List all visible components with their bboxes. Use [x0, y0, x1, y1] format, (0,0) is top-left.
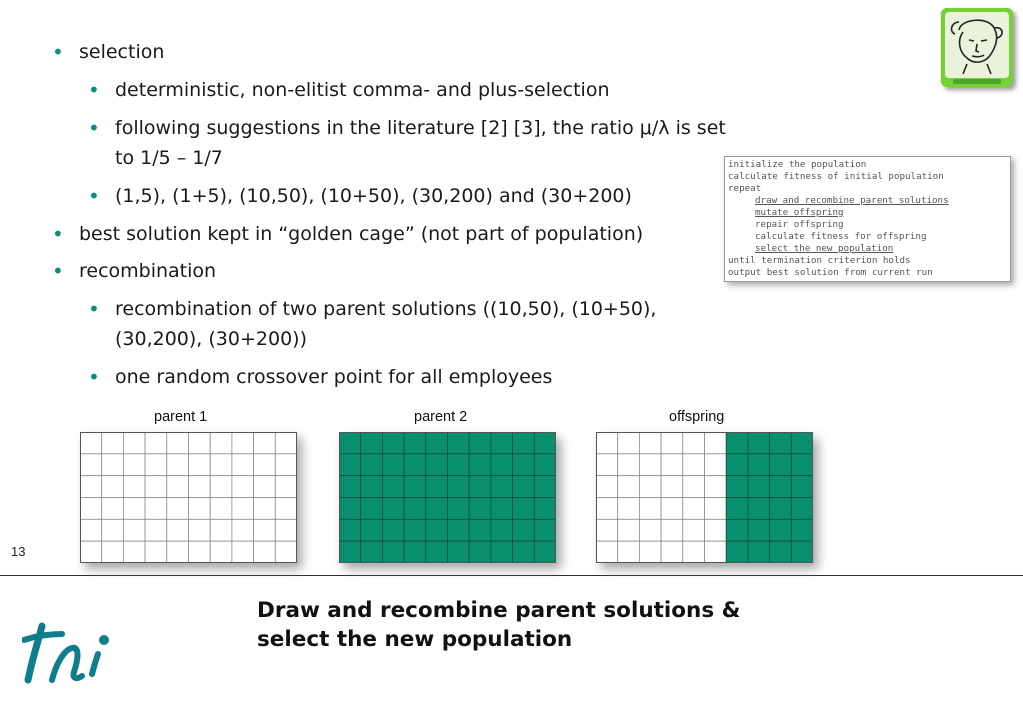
gene-cell [639, 432, 661, 454]
gene-cell [145, 498, 167, 520]
grid-label: parent 1 [154, 409, 208, 425]
gene-cell [448, 454, 470, 476]
gene-cell [145, 454, 167, 476]
gene-cell [254, 476, 276, 498]
gene-cell [232, 476, 254, 498]
gene-cell [596, 432, 618, 454]
gene-cell [339, 432, 361, 454]
gene-cell [513, 498, 535, 520]
bullet-dot-icon: • [88, 184, 100, 208]
gene-cell [534, 476, 556, 498]
gene-cell [639, 476, 661, 498]
gene-cell [210, 476, 232, 498]
gene-cell [167, 519, 189, 541]
pseudocode-line: repair offspring [755, 219, 844, 230]
gene-cell [382, 454, 404, 476]
gene-cell [232, 519, 254, 541]
bullet-dot-icon: • [88, 78, 100, 102]
gene-cell [534, 519, 556, 541]
gene-cell [123, 498, 145, 520]
gene-cell [361, 454, 383, 476]
gene-cell [123, 454, 145, 476]
gene-cell [382, 541, 404, 563]
gene-cell [254, 519, 276, 541]
gene-cell [639, 498, 661, 520]
gene-cell [748, 541, 770, 563]
gene-cell [232, 432, 254, 454]
gene-cell [145, 432, 167, 454]
bullet-text: best solution kept in “golden cage” (not part of population) [79, 223, 644, 245]
gene-cell [361, 432, 383, 454]
bullet-text: one random crossover point for all employees [115, 366, 553, 388]
gene-cell [513, 519, 535, 541]
gene-cell [791, 498, 813, 520]
gene-cell [339, 454, 361, 476]
gene-cell [705, 454, 727, 476]
gene-cell [491, 454, 513, 476]
gene-cell [513, 541, 535, 563]
gene-cell [748, 432, 770, 454]
gene-cell [705, 432, 727, 454]
gene-cell [683, 498, 705, 520]
bullet-dot-icon: • [52, 259, 64, 283]
gene-cell [404, 541, 426, 563]
sub-bullet-item [88, 181, 632, 211]
gene-cell [661, 519, 683, 541]
gene-cell [361, 498, 383, 520]
gene-cell [596, 519, 618, 541]
bullet-text: deterministic, non-elitist comma- and plus-selection [115, 79, 610, 101]
gene-cell [167, 498, 189, 520]
gene-cell [339, 476, 361, 498]
pseudocode-line: until termination criterion holds [728, 255, 911, 266]
gene-cell [102, 519, 124, 541]
slide-title [257, 596, 740, 654]
gene-cell [339, 498, 361, 520]
gene-cell [726, 498, 748, 520]
gene-cell [469, 454, 491, 476]
gene-cell [123, 541, 145, 563]
gene-cell [102, 476, 124, 498]
gene-cell [705, 498, 727, 520]
gene-cell [361, 476, 383, 498]
gene-cell [232, 541, 254, 563]
gene-cell [661, 432, 683, 454]
bullet-item [52, 256, 217, 286]
bullet-text: recombination [79, 260, 217, 282]
chromosome-grid [339, 432, 556, 563]
gene-cell [618, 432, 640, 454]
gene-cell [210, 454, 232, 476]
slide-title-line-1: Draw and recombine parent solutions & [257, 598, 741, 623]
gene-cell [770, 454, 792, 476]
gene-cell [469, 541, 491, 563]
university-logo [22, 620, 114, 688]
gene-cell [448, 476, 470, 498]
slide-title-line-2: select the new population [257, 627, 573, 652]
bullet-text: selection [79, 41, 165, 63]
gene-cell [102, 541, 124, 563]
gene-cell [123, 432, 145, 454]
gene-cell [382, 432, 404, 454]
gene-cell [770, 432, 792, 454]
gene-cell [748, 519, 770, 541]
slide-number: 13 [11, 544, 26, 559]
bullet-text-line: to 1/5 – 1/7 [115, 147, 223, 169]
gene-cell [770, 476, 792, 498]
sub-bullet-item [88, 113, 726, 173]
gene-cell [448, 519, 470, 541]
gene-cell [683, 454, 705, 476]
gene-cell [167, 541, 189, 563]
gene-cell [534, 432, 556, 454]
grid-label: offspring [669, 409, 725, 425]
gene-cell [232, 498, 254, 520]
gene-cell [382, 519, 404, 541]
gene-cell [726, 432, 748, 454]
gene-cell [145, 476, 167, 498]
gene-cell [791, 519, 813, 541]
gene-cell [210, 432, 232, 454]
gene-cell [404, 498, 426, 520]
pseudocode-line: output best solution from current run [728, 267, 933, 278]
gene-cell [491, 476, 513, 498]
gene-cell [596, 454, 618, 476]
bullet-text-line: following suggestions in the literature [2] [3], the ratio μ/λ is set [115, 117, 726, 139]
gene-cell [80, 498, 102, 520]
pseudocode-box [724, 156, 1011, 282]
gene-cell [275, 498, 297, 520]
gene-cell [189, 519, 211, 541]
gene-cell [275, 454, 297, 476]
gene-cell [705, 476, 727, 498]
divider-line [0, 575, 1023, 576]
gene-cell [661, 454, 683, 476]
gene-cell [275, 476, 297, 498]
gene-cell [382, 476, 404, 498]
gene-cell [426, 432, 448, 454]
pseudocode-line: calculate fitness of initial population [728, 171, 944, 182]
gene-cell [426, 498, 448, 520]
gene-cell [513, 476, 535, 498]
gene-cell [469, 432, 491, 454]
gene-cell [448, 498, 470, 520]
gene-cell [596, 541, 618, 563]
gene-cell [596, 476, 618, 498]
gene-cell [80, 432, 102, 454]
chromosome-grid [80, 432, 297, 563]
gene-cell [167, 432, 189, 454]
gene-cell [491, 432, 513, 454]
gene-cell [80, 454, 102, 476]
gene-cell [791, 432, 813, 454]
gene-cell [426, 541, 448, 563]
gene-cell [102, 498, 124, 520]
gene-cell [469, 498, 491, 520]
gene-cell [167, 454, 189, 476]
gene-cell [534, 498, 556, 520]
gene-cell [748, 476, 770, 498]
gene-cell [618, 498, 640, 520]
gene-cell [382, 498, 404, 520]
gene-cell [102, 432, 124, 454]
gene-cell [426, 519, 448, 541]
gene-cell [145, 519, 167, 541]
sub-bullet-item [88, 362, 553, 392]
chromosome-grid [596, 432, 813, 563]
gene-cell [726, 519, 748, 541]
gene-cell [770, 541, 792, 563]
gene-cell [210, 519, 232, 541]
gene-cell [491, 519, 513, 541]
gene-cell [791, 454, 813, 476]
gene-cell [275, 519, 297, 541]
gene-cell [639, 519, 661, 541]
gene-cell [748, 454, 770, 476]
gene-cell [469, 519, 491, 541]
gene-cell [726, 476, 748, 498]
gene-cell [189, 541, 211, 563]
gene-cell [618, 454, 640, 476]
gene-cell [791, 541, 813, 563]
bullet-dot-icon: • [52, 222, 64, 246]
gene-cell [513, 454, 535, 476]
bullet-item [52, 219, 644, 249]
bullet-dot-icon: • [88, 116, 100, 140]
gene-cell [683, 476, 705, 498]
gene-cell [618, 519, 640, 541]
grid-label: parent 2 [414, 409, 468, 425]
gene-cell [254, 432, 276, 454]
gene-cell [513, 432, 535, 454]
gene-cell [683, 432, 705, 454]
sub-bullet-item [88, 75, 610, 105]
gene-cell [404, 519, 426, 541]
gene-cell [683, 519, 705, 541]
bullet-dot-icon: • [52, 40, 64, 64]
gene-cell [254, 541, 276, 563]
gene-cell [404, 432, 426, 454]
gene-cell [361, 541, 383, 563]
gene-cell [791, 476, 813, 498]
gene-cell [254, 498, 276, 520]
gene-cell [596, 498, 618, 520]
gene-cell [210, 541, 232, 563]
gene-cell [426, 454, 448, 476]
gene-cell [80, 476, 102, 498]
gene-cell [80, 541, 102, 563]
gene-cell [426, 476, 448, 498]
pseudocode-line: calculate fitness for offspring [755, 231, 927, 242]
pseudocode-line: mutate offspring [755, 207, 844, 218]
gene-cell [167, 476, 189, 498]
gene-cell [361, 519, 383, 541]
bullet-text-line: recombination of two parent solutions ((10,50), (10+50), [115, 298, 657, 320]
gene-cell [339, 541, 361, 563]
gene-cell [123, 476, 145, 498]
gene-cell [726, 454, 748, 476]
gene-cell [404, 454, 426, 476]
sub-bullet-item [88, 294, 657, 354]
gene-cell [618, 476, 640, 498]
pseudocode-line: initialize the population [728, 159, 867, 170]
gene-cell [339, 519, 361, 541]
gene-cell [448, 432, 470, 454]
bullet-dot-icon: • [88, 365, 100, 389]
gene-cell [705, 541, 727, 563]
gene-cell [123, 519, 145, 541]
gene-cell [683, 541, 705, 563]
gene-cell [448, 541, 470, 563]
gene-cell [661, 498, 683, 520]
gene-cell [639, 541, 661, 563]
gene-cell [469, 476, 491, 498]
gene-cell [534, 541, 556, 563]
gene-cell [145, 541, 167, 563]
gene-cell [661, 541, 683, 563]
gene-cell [705, 519, 727, 541]
pseudocode-line: draw and recombine parent solutions [755, 195, 949, 206]
bullet-text-line: (30,200), (30+200)) [115, 328, 307, 350]
gene-cell [210, 498, 232, 520]
gene-cell [189, 476, 211, 498]
gene-cell [254, 454, 276, 476]
bullet-dot-icon: • [88, 297, 100, 321]
gene-cell [404, 476, 426, 498]
gene-cell [189, 454, 211, 476]
gene-cell [661, 476, 683, 498]
gene-cell [639, 454, 661, 476]
gene-cell [726, 541, 748, 563]
pseudocode-line: select the new population [755, 243, 894, 254]
beethoven-portrait-logo [941, 8, 1013, 87]
gene-cell [491, 498, 513, 520]
gene-cell [534, 454, 556, 476]
gene-cell [275, 432, 297, 454]
bullet-text: (1,5), (1+5), (10,50), (10+50), (30,200) and (30+200) [115, 185, 632, 207]
gene-cell [770, 498, 792, 520]
gene-cell [618, 541, 640, 563]
gene-cell [189, 432, 211, 454]
gene-cell [102, 454, 124, 476]
bullet-item [52, 37, 165, 67]
gene-cell [491, 541, 513, 563]
gene-cell [748, 498, 770, 520]
gene-cell [80, 519, 102, 541]
gene-cell [189, 498, 211, 520]
gene-cell [232, 454, 254, 476]
gene-cell [770, 519, 792, 541]
pseudocode-line: repeat [728, 183, 762, 194]
gene-cell [275, 541, 297, 563]
